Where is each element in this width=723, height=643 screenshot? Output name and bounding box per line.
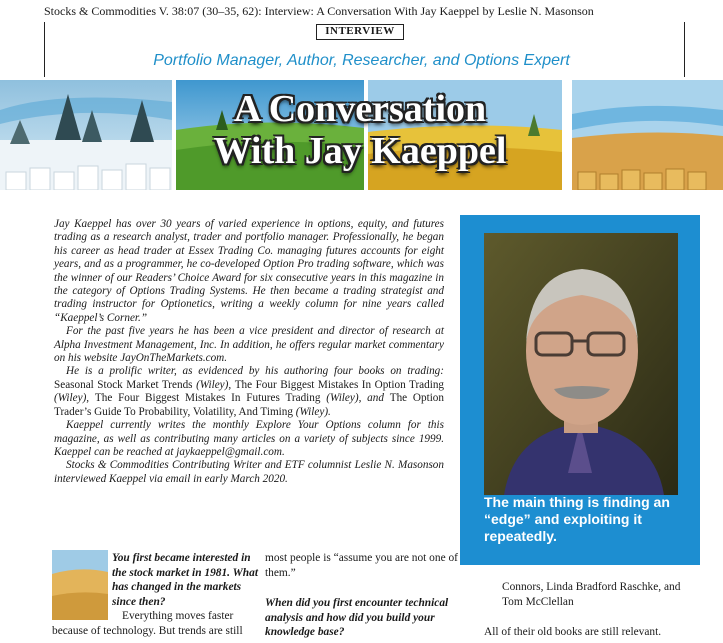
title-line-1: A Conversation — [233, 88, 487, 130]
book-title: The Option Trader’s Guide To Probability, Volatility, And Timing — [54, 392, 444, 418]
intro-paragraph: Jay Kaeppel has over 30 years of varied experience in options, equity, and futures trading as a research analyst, trader and portfolio manager. Professionally, he began his career as head trader at Essex Trading Co. managing futures accounts for eight years, and as a programmer, he co-developed Option Pro trading software, which was the winner of our Readers’ Choice Award for six consecutive years in this magazine in the category of Options Trading Systems. He then became a trading strategist and trading instructor for Optionetics, writing a weekly column for nine years called “Kaeppel’s Corner.” — [54, 218, 444, 324]
book-publisher: (Wiley), — [196, 378, 232, 391]
pull-quote: The main thing is finding an “edge” and exploiting it repeatedly. — [484, 494, 670, 544]
portrait-photo — [484, 233, 678, 495]
title-line-2: With Jay Kaeppel — [213, 130, 507, 172]
section-tag: INTERVIEW — [316, 24, 404, 40]
banner-panel-autumn — [572, 80, 723, 190]
books-intro: He is a prolific writer, as evidenced by his authoring four books on trading: — [66, 365, 444, 378]
answer-1-start: Everything moves faster — [122, 610, 234, 622]
book-publisher: (Wiley), and — [326, 392, 384, 405]
question-2: When did you first encounter technical analysis and how did you build your knowledge base? — [265, 597, 449, 638]
column-2-text: most people is “assume you are not one of them.” — [265, 552, 458, 579]
intro-paragraph: For the past five years he has been a vice president and director of research at Alpha Investment Management, Inc. In addition, he offers regular market commentary on his website JayOnTheMarkets.com. — [54, 325, 444, 365]
intro-paragraph: Kaeppel currently writes the monthly Explore Your Options column for this magazine, as well as contributing many articles on a variety of subjects since 1999. Kaeppel can be reached at jaykaeppel@gmail.com. — [54, 419, 444, 458]
portrait-box — [460, 215, 700, 565]
book-publisher: (Wiley), — [54, 392, 90, 405]
citation-line: Stocks & Commodities V. 38:07 (30–35, 62): Interview: A Conversation With Jay Kaeppel by Leslie N. Masonson — [44, 4, 594, 18]
book-publisher: (Wiley). — [295, 405, 331, 418]
wheat-thumbnail — [52, 550, 108, 620]
intro-paragraph-books — [54, 365, 444, 419]
question-1: You first became interested in the stock market in 1981. What has changed in the markets since then? — [112, 552, 258, 608]
article-title — [150, 88, 570, 172]
book-title: The Four Biggest Mistakes In Option Trading — [234, 378, 445, 391]
column-3-text-2: All of their old books are still relevant. — [484, 626, 662, 638]
banner-panel-winter — [0, 80, 172, 190]
book-title: Seasonal Stock Market Trends — [54, 378, 193, 391]
tagline: Portfolio Manager, Author, Researcher, and Options Expert — [153, 52, 570, 69]
intro-text — [54, 218, 444, 486]
intro-paragraph: Stocks & Commodities Contributing Writer and ETF columnist Leslie N. Masonson interviewed Kaeppel via email in early March 2020. — [54, 459, 444, 485]
answer-1-continued: because of technology. But trends are still — [52, 625, 243, 637]
book-title: The Four Biggest Mistakes In Futures Trading — [94, 392, 321, 405]
column-3-text: Connors, Linda Bradford Raschke, and Tom McClellan — [502, 581, 681, 608]
